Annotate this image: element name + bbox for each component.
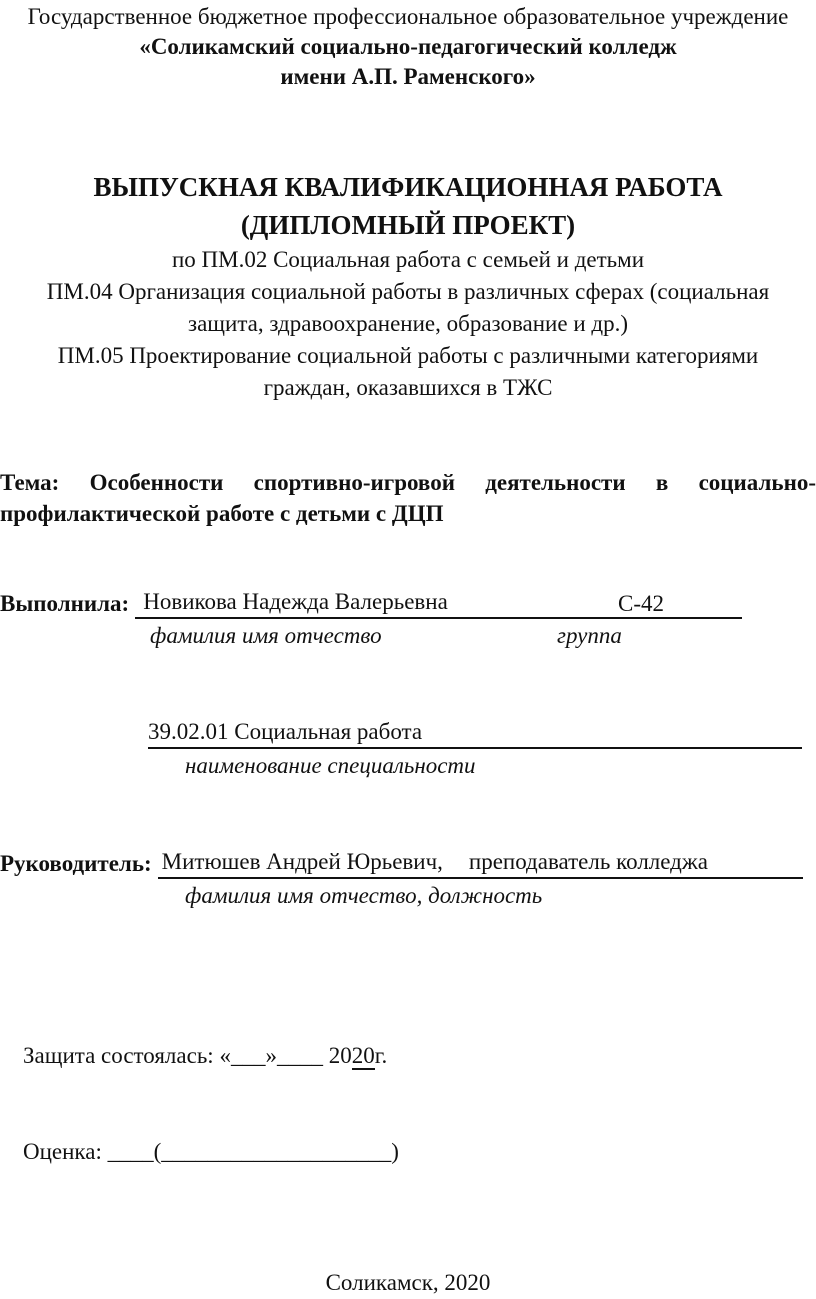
specialty-caption-row	[0, 751, 816, 781]
score-paren-open: (	[153, 1139, 162, 1164]
author-caption-name: фамилия имя отчество	[150, 623, 382, 648]
defense-year-prefix: 20	[322, 1043, 352, 1068]
defense-line	[0, 1008, 816, 1104]
author-caption-group: группа	[557, 623, 622, 648]
score-blank: ____	[107, 1139, 154, 1164]
defense-year-suffix: г.	[374, 1043, 388, 1068]
supervisor-name: Митюшев Андрей Юрьевич,	[161, 849, 443, 874]
author-row	[0, 587, 816, 619]
score-line-blank: ____________________	[161, 1139, 392, 1164]
score-paren-close: )	[391, 1139, 399, 1164]
institution-line1: Государственное бюджетное профессиональное образовательное учреждение	[27, 4, 789, 29]
institution-line2: «Соликамский социально-педагогический колледж	[139, 34, 677, 59]
supervisor-position: преподаватель колледжа	[468, 849, 708, 874]
defense-day-blank: ___	[230, 1043, 266, 1068]
title-block	[0, 168, 816, 404]
defense-month-blank: ____	[276, 1043, 323, 1068]
supervisor-caption: фамилия имя отчество, должность	[185, 883, 543, 908]
city-year: Соликамск, 2020	[325, 1270, 491, 1295]
author-label: Выполнила:	[0, 591, 130, 616]
theme-line1: Тема: Особенности спортивно-игровой деятельности в социально-	[0, 470, 816, 495]
defense-year-filled: 20	[351, 1043, 375, 1068]
author-group: С-42	[618, 591, 664, 616]
institution-line3: имени А.П. Раменского»	[280, 64, 536, 89]
specialty-row	[0, 717, 816, 749]
score-label: Оценка:	[23, 1139, 108, 1164]
supervisor-row	[0, 847, 816, 879]
defense-lead: Защита состоялась: «	[23, 1043, 231, 1068]
defense-close-quote: »	[265, 1043, 277, 1068]
work-title-line1: ВЫПУСКНАЯ КВАЛИФИКАЦИОННАЯ РАБОТА	[93, 172, 723, 202]
institution-block	[0, 0, 816, 92]
score-line	[0, 1104, 816, 1200]
author-caption-row	[0, 621, 816, 651]
module-line-1: по ПМ.02 Социальная работа с семьей и детьми	[171, 247, 645, 272]
supervisor-name-field	[158, 847, 803, 879]
supervisor-label: Руководитель:	[0, 851, 152, 876]
module-line-2: ПМ.04 Организация социальной работы в различных сферах (социальная	[46, 279, 770, 304]
module-line-5: граждан, оказавшихся в ТЖС	[263, 375, 553, 400]
work-title-line2: (ДИПЛОМНЫЙ ПРОЕКТ)	[240, 210, 576, 240]
module-line-3: защита, здравоохранение, образование и др.)	[188, 311, 628, 336]
specialty-field: 39.02.01 Социальная работа	[148, 717, 802, 749]
theme-paragraph	[0, 467, 816, 529]
supervisor-caption-row	[0, 881, 816, 911]
author-name: Новикова Надежда Валерьевна	[143, 589, 448, 614]
theme-line2: профилактической работе с детьми с ДЦП	[0, 501, 444, 526]
module-line-4: ПМ.05 Проектирование социальной работы с различными категориями	[57, 343, 759, 368]
specialty-caption: наименование специальности	[185, 753, 476, 778]
